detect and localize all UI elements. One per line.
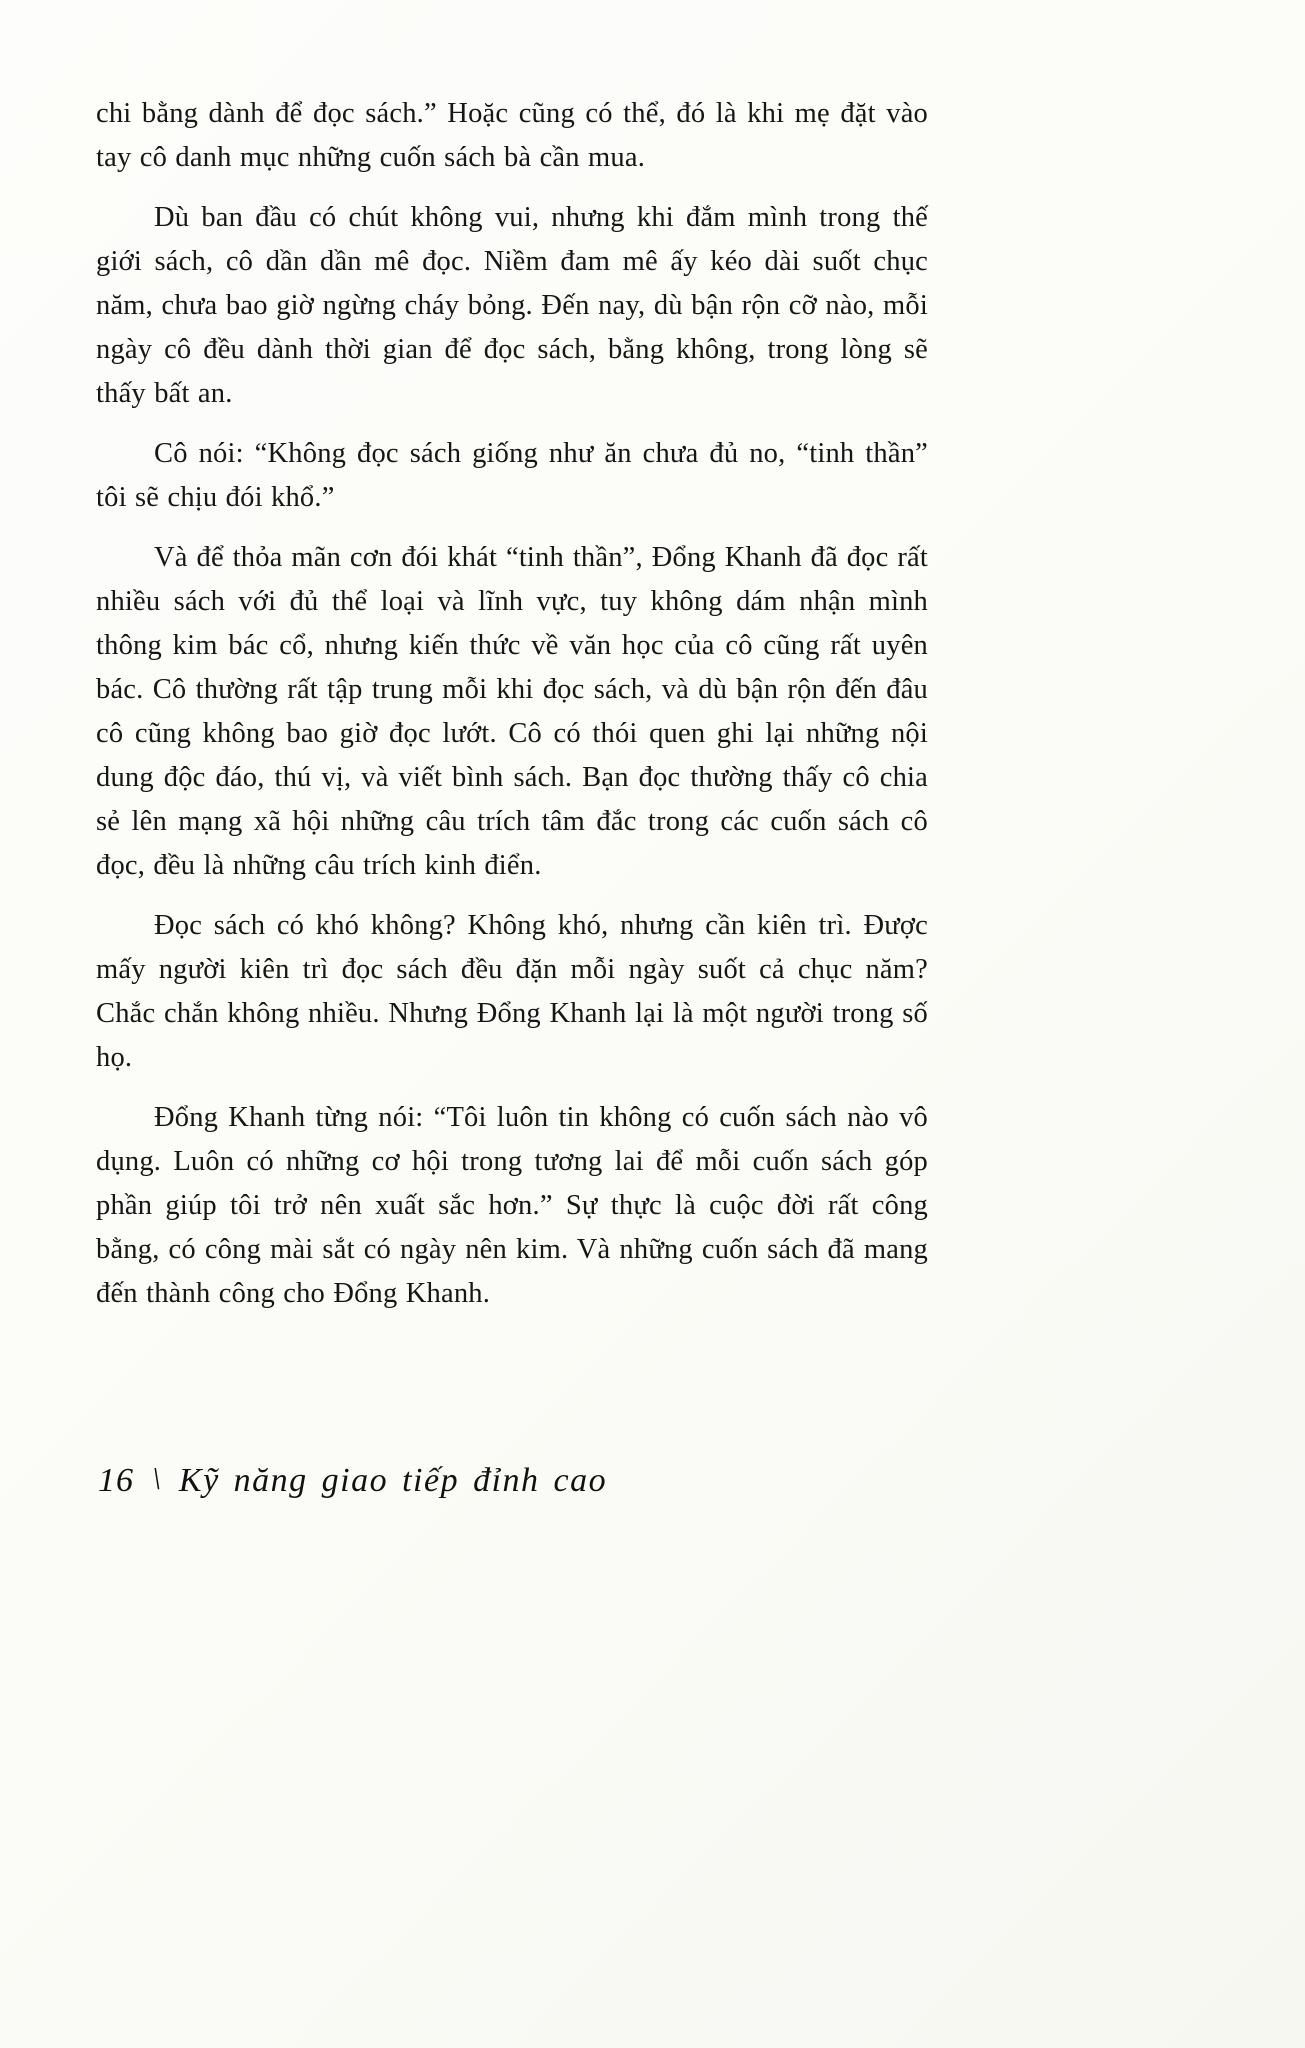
page-number: 16 <box>98 1462 134 1499</box>
paragraph: chi bằng dành để đọc sách.” Hoặc cũng có thể, đó là khi mẹ đặt vào tay cô danh mục những cuốn sách bà cần mua. <box>96 98 928 173</box>
paragraph: Đổng Khanh từng nói: “Tôi luôn tin không có cuốn sách nào vô dụng. Luôn có những cơ hội trong tương lai để mỗi cuốn sách góp phần giúp tôi trở nên xuất sắc hơn.” Sự thực là cuộc đời rất công bằng, có công mài sắt có ngày nên kim. Và những cuốn sách đã mang đến thành công cho Đổng Khanh. <box>96 1102 928 1309</box>
paragraph: Dù ban đầu có chút không vui, nhưng khi đắm mình trong thế giới sách, cô dần dần mê đọc. Niềm đam mê ấy kéo dài suốt chục năm, chưa bao giờ ngừng cháy bỏng. Đến nay, dù bận rộn cỡ nào, mỗi ngày cô đều dành thời gian để đọc sách, bằng không, trong lòng sẽ thấy bất an. <box>96 202 928 409</box>
book-title: Kỹ năng giao tiếp đỉnh cao <box>178 1462 608 1499</box>
paragraph: Đọc sách có khó không? Không khó, nhưng cần kiên trì. Được mấy người kiên trì đọc sách đều đặn mỗi ngày suốt cả chục năm? Chắc chắn không nhiều. Nhưng Đổng Khanh lại là một người trong số họ. <box>96 910 928 1073</box>
paragraph: Cô nói: “Không đọc sách giống như ăn chưa đủ no, “tinh thần” tôi sẽ chịu đói khổ.” <box>96 438 928 513</box>
body-text <box>96 92 928 1332</box>
page-footer <box>98 1462 607 1500</box>
paragraph: Và để thỏa mãn cơn đói khát “tinh thần”, Đổng Khanh đã đọc rất nhiều sách với đủ thể loại và lĩnh vực, tuy không dám nhận mình thông kim bác cổ, nhưng kiến thức về văn học của cô cũng rất uyên bác. Cô thường rất tập trung mỗi khi đọc sách, và dù bận rộn đến đâu cô cũng không bao giờ đọc lướt. Cô có thói quen ghi lại những nội dung độc đáo, thú vị, và viết bình sách. Bạn đọc thường thấy cô chia sẻ lên mạng xã hội những câu trích tâm đắc trong các cuốn sách cô đọc, đều là những câu trích kinh điển. <box>96 542 928 881</box>
footer-separator: \ <box>152 1460 161 1496</box>
